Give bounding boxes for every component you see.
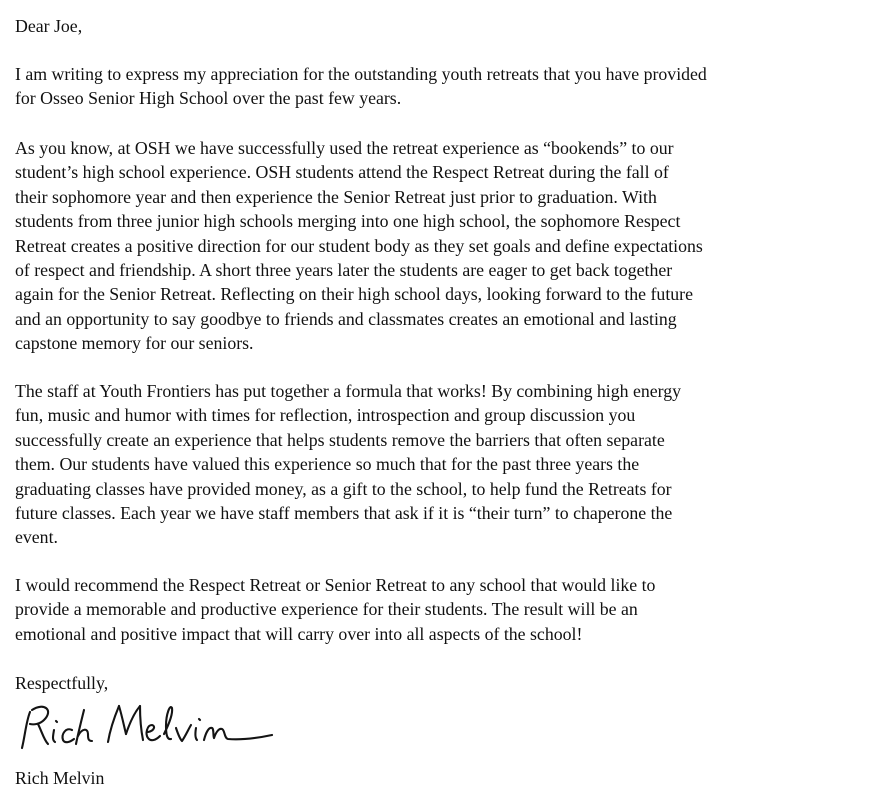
paragraph-line: fun, music and humor with times for reflection, introspection and group discussion you bbox=[15, 405, 636, 426]
signer-name-text: Rich Melvin bbox=[15, 768, 105, 788]
handwritten-signature bbox=[16, 698, 278, 760]
signer-name bbox=[15, 766, 865, 790]
paragraph-line: their sophomore year and then experience the Senior Retreat just prior to graduation. With bbox=[15, 186, 657, 207]
paragraph-bookends bbox=[15, 136, 865, 356]
paragraph-line: Retreat creates a positive direction for our student body as they set goals and define expectations bbox=[15, 235, 703, 256]
closing-text: Respectfully, bbox=[15, 673, 109, 693]
paragraph-appreciation bbox=[15, 62, 865, 111]
paragraph-line: graduating classes have provided money, as a gift to the school, to help fund the Retreats for bbox=[15, 478, 672, 499]
paragraph-line: of respect and friendship. A short three years later the students are eager to get back together bbox=[15, 260, 673, 281]
paragraph-line: I would recommend the Respect Retreat or Senior Retreat to any school that would like to bbox=[15, 575, 656, 595]
paragraph-line: future classes. Each year we have staff members that ask if it is “their turn” to chaperone the bbox=[15, 503, 673, 524]
paragraph-line: students from three junior high schools merging into one high school, the sophomore Respect bbox=[15, 211, 681, 232]
salutation bbox=[15, 14, 865, 38]
paragraph-line: As you know, at OSH we have successfully used the retreat experience as “bookends” to our bbox=[15, 138, 674, 158]
paragraph-formula bbox=[15, 379, 865, 550]
paragraph-line: successfully create an experience that helps students remove the barriers that often separate bbox=[15, 429, 665, 450]
salutation-text: Dear Joe, bbox=[15, 16, 83, 36]
paragraph-line: again for the Senior Retreat. Reflecting on their high school days, looking forward to the future bbox=[15, 284, 693, 305]
paragraph-line: for Osseo Senior High School over the past few years. bbox=[15, 88, 402, 109]
paragraph-line: and an opportunity to say goodbye to friends and classmates creates an emotional and lasting bbox=[15, 308, 677, 329]
paragraph-recommendation bbox=[15, 573, 865, 646]
paragraph-line: emotional and positive impact that will carry over into all aspects of the school! bbox=[15, 623, 583, 644]
paragraph-line: student’s high school experience. OSH students attend the Respect Retreat during the fall of bbox=[15, 162, 669, 183]
paragraph-line: I am writing to express my appreciation for the outstanding youth retreats that you have provided bbox=[15, 64, 707, 84]
closing bbox=[15, 671, 865, 695]
paragraph-line: The staff at Youth Frontiers has put together a formula that works! By combining high energy bbox=[15, 381, 682, 401]
paragraph-line: capstone memory for our seniors. bbox=[15, 333, 254, 354]
paragraph-line: provide a memorable and productive experience for their students. The result will be an bbox=[15, 599, 638, 620]
paragraph-line: event. bbox=[15, 527, 58, 548]
paragraph-line: them. Our students have valued this experience so much that for the past three years the bbox=[15, 454, 640, 475]
